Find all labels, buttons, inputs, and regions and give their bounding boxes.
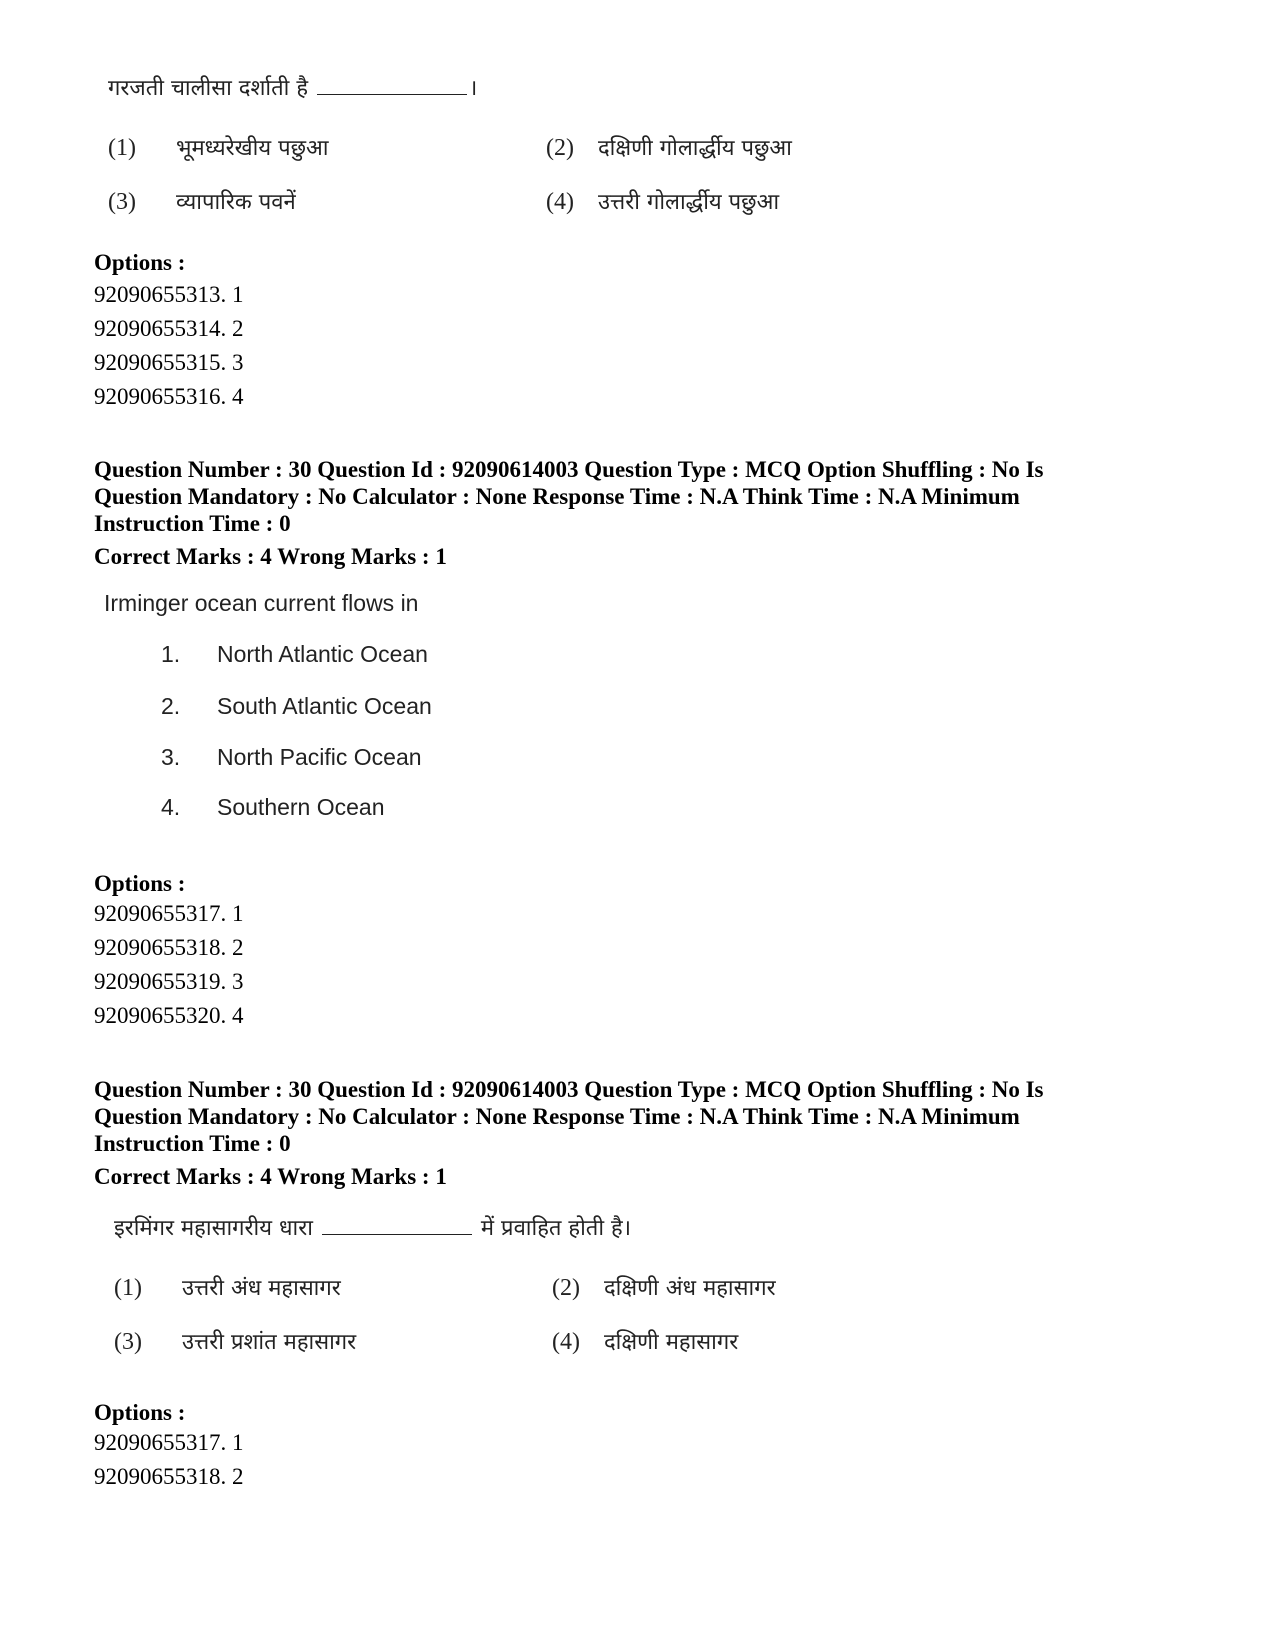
hindi-option	[114, 1326, 356, 1356]
stem-end: में प्रवाहित होती है।	[480, 1216, 632, 1241]
option-id-line: 92090655318. 2	[94, 1464, 244, 1489]
english-option	[161, 744, 422, 771]
stem-end: ।	[469, 76, 478, 101]
option-id-line: 92090655315. 3	[94, 350, 244, 375]
options-heading: Options :	[94, 250, 186, 275]
options-heading: Options :	[94, 871, 186, 896]
english-question-stem: Irminger ocean current flows in	[104, 590, 419, 616]
option-id-line: 92090655316. 4	[94, 384, 244, 409]
meta-line: Instruction Time : 0	[94, 511, 291, 536]
option-number: 4.	[161, 794, 181, 820]
option-id-line: 92090655319. 3	[94, 969, 244, 994]
hindi-option	[546, 186, 779, 216]
question-meta	[94, 456, 1194, 570]
hindi-option	[114, 1272, 341, 1302]
marks-line: Correct Marks : 4 Wrong Marks : 1	[94, 544, 447, 569]
option-number: (4)	[546, 189, 574, 215]
option-text: दक्षिणी गोलार्द्धीय पछुआ	[598, 136, 792, 161]
english-option	[161, 693, 432, 720]
option-number: (3)	[108, 189, 136, 215]
option-id-line: 92090655317. 1	[94, 901, 244, 926]
hindi-option	[108, 186, 296, 216]
option-text: North Pacific Ocean	[217, 744, 422, 770]
option-text: North Atlantic Ocean	[217, 641, 428, 667]
hindi-question-stem	[108, 72, 477, 102]
english-option	[161, 794, 385, 821]
options-block	[94, 250, 244, 414]
hindi-option	[546, 132, 792, 162]
stem-text: इरमिंगर महासागरीय धारा	[114, 1216, 313, 1241]
fill-blank	[322, 1214, 472, 1235]
english-option	[161, 641, 428, 668]
option-number: (4)	[552, 1329, 580, 1355]
option-text: दक्षिणी अंध महासागर	[604, 1276, 776, 1301]
option-text: उत्तरी अंध महासागर	[182, 1276, 341, 1301]
option-id-line: 92090655318. 2	[94, 935, 244, 960]
options-block	[94, 1400, 244, 1494]
hindi-option	[108, 132, 329, 162]
option-id-line: 92090655317. 1	[94, 1430, 244, 1455]
fill-blank	[317, 74, 467, 95]
option-number: (2)	[546, 135, 574, 161]
option-number: (2)	[552, 1275, 580, 1301]
stem-text: गरजती चालीसा दर्शाती है	[108, 76, 309, 101]
option-text: दक्षिणी महासागर	[604, 1330, 739, 1355]
marks-line: Correct Marks : 4 Wrong Marks : 1	[94, 1164, 447, 1189]
meta-line: Question Number : 30 Question Id : 92090614003 Question Type : MCQ Option Shuffling : No Is	[94, 457, 1044, 482]
option-id-line: 92090655313. 1	[94, 282, 244, 307]
option-text: व्यापारिक पवनें	[176, 190, 296, 215]
meta-line: Question Mandatory : No Calculator : None Response Time : N.A Think Time : N.A Minimum	[94, 484, 1020, 509]
option-text: Southern Ocean	[217, 794, 385, 820]
option-id-line: 92090655314. 2	[94, 316, 244, 341]
option-number: 1.	[161, 641, 181, 667]
option-number: (1)	[108, 135, 136, 161]
option-text: उत्तरी प्रशांत महासागर	[182, 1330, 357, 1355]
option-number: (3)	[114, 1329, 142, 1355]
option-number: (1)	[114, 1275, 142, 1301]
hindi-question-stem	[114, 1212, 631, 1242]
meta-line: Question Number : 30 Question Id : 92090614003 Question Type : MCQ Option Shuffling : No Is	[94, 1077, 1044, 1102]
option-text: उत्तरी गोलार्द्धीय पछुआ	[598, 190, 780, 215]
hindi-option	[552, 1326, 738, 1356]
question-meta	[94, 1076, 1194, 1190]
option-number: 3.	[161, 744, 181, 770]
option-number: 2.	[161, 693, 181, 719]
options-block	[94, 871, 244, 1033]
options-heading: Options :	[94, 1400, 186, 1425]
meta-line: Instruction Time : 0	[94, 1131, 291, 1156]
option-text: South Atlantic Ocean	[217, 693, 432, 719]
option-id-line: 92090655320. 4	[94, 1003, 244, 1028]
hindi-option	[552, 1272, 776, 1302]
option-text: भूमध्यरेखीय पछुआ	[176, 136, 329, 161]
meta-line: Question Mandatory : No Calculator : None Response Time : N.A Think Time : N.A Minimum	[94, 1104, 1020, 1129]
